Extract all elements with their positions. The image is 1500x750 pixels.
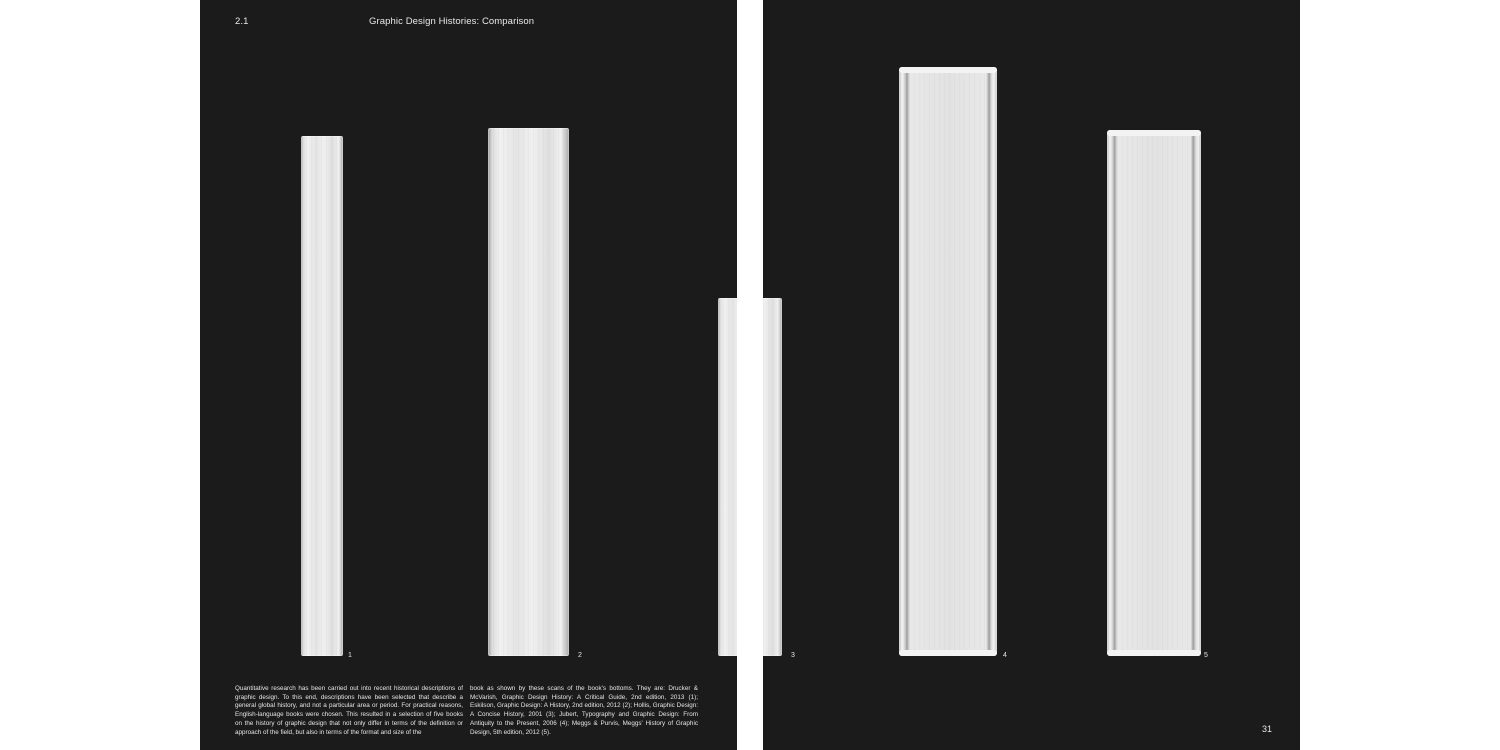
book-scan-3-continued bbox=[763, 298, 782, 656]
book-4-top-cap bbox=[899, 67, 997, 73]
book-5-bottom-cap bbox=[1107, 650, 1201, 656]
book-label-4: 4 bbox=[1003, 652, 1007, 659]
section-title: Graphic Design Histories: Comparison bbox=[369, 16, 535, 27]
right-page bbox=[763, 0, 1300, 750]
book-label-5: 5 bbox=[1204, 652, 1208, 659]
book-label-3: 3 bbox=[791, 652, 795, 659]
book-scan-4 bbox=[899, 67, 997, 656]
book-scan-1 bbox=[301, 136, 343, 656]
body-text-column-1: Quantitative research has been carried out into recent historical descriptions of graphic design. To this end, descriptions have been selected that describe a general global history, and not a particular area or period. For practical reasons, English-language books were chosen. This resulted in a selection of five books on the history of graphic design that not only differ in terms of the definition or approach of the field, but also in terms of the format and size of the bbox=[235, 685, 463, 736]
book-scan-5 bbox=[1107, 130, 1201, 656]
book-label-2: 2 bbox=[578, 652, 582, 659]
book-4-bottom-cap bbox=[899, 650, 997, 656]
page-number: 31 bbox=[1261, 724, 1272, 734]
section-number: 2.1 bbox=[235, 16, 249, 27]
book-label-1: 1 bbox=[348, 652, 352, 659]
left-page bbox=[200, 0, 737, 750]
body-text-column-2: book as shown by these scans of the book's bottoms. They are: Drucker & McVarish, Graphic Design History: A Critical Guide, 2nd edition, 2013 (1); Eskilson, Graphic Design: A History, 2nd edition, 2012 (2); Hollis, Graphic Design: A Concise History, 2001 (3); Jubert, Typography and Graphic Design: From Antiquity to the Present, 2006 (4); Meggs & Purvis, Meggs' History of Graphic Design, 5th edition, 2012 (5). bbox=[470, 685, 698, 736]
book-scan-2 bbox=[488, 128, 569, 656]
book-scan-3 bbox=[718, 298, 737, 656]
book-5-top-cap bbox=[1107, 130, 1201, 136]
